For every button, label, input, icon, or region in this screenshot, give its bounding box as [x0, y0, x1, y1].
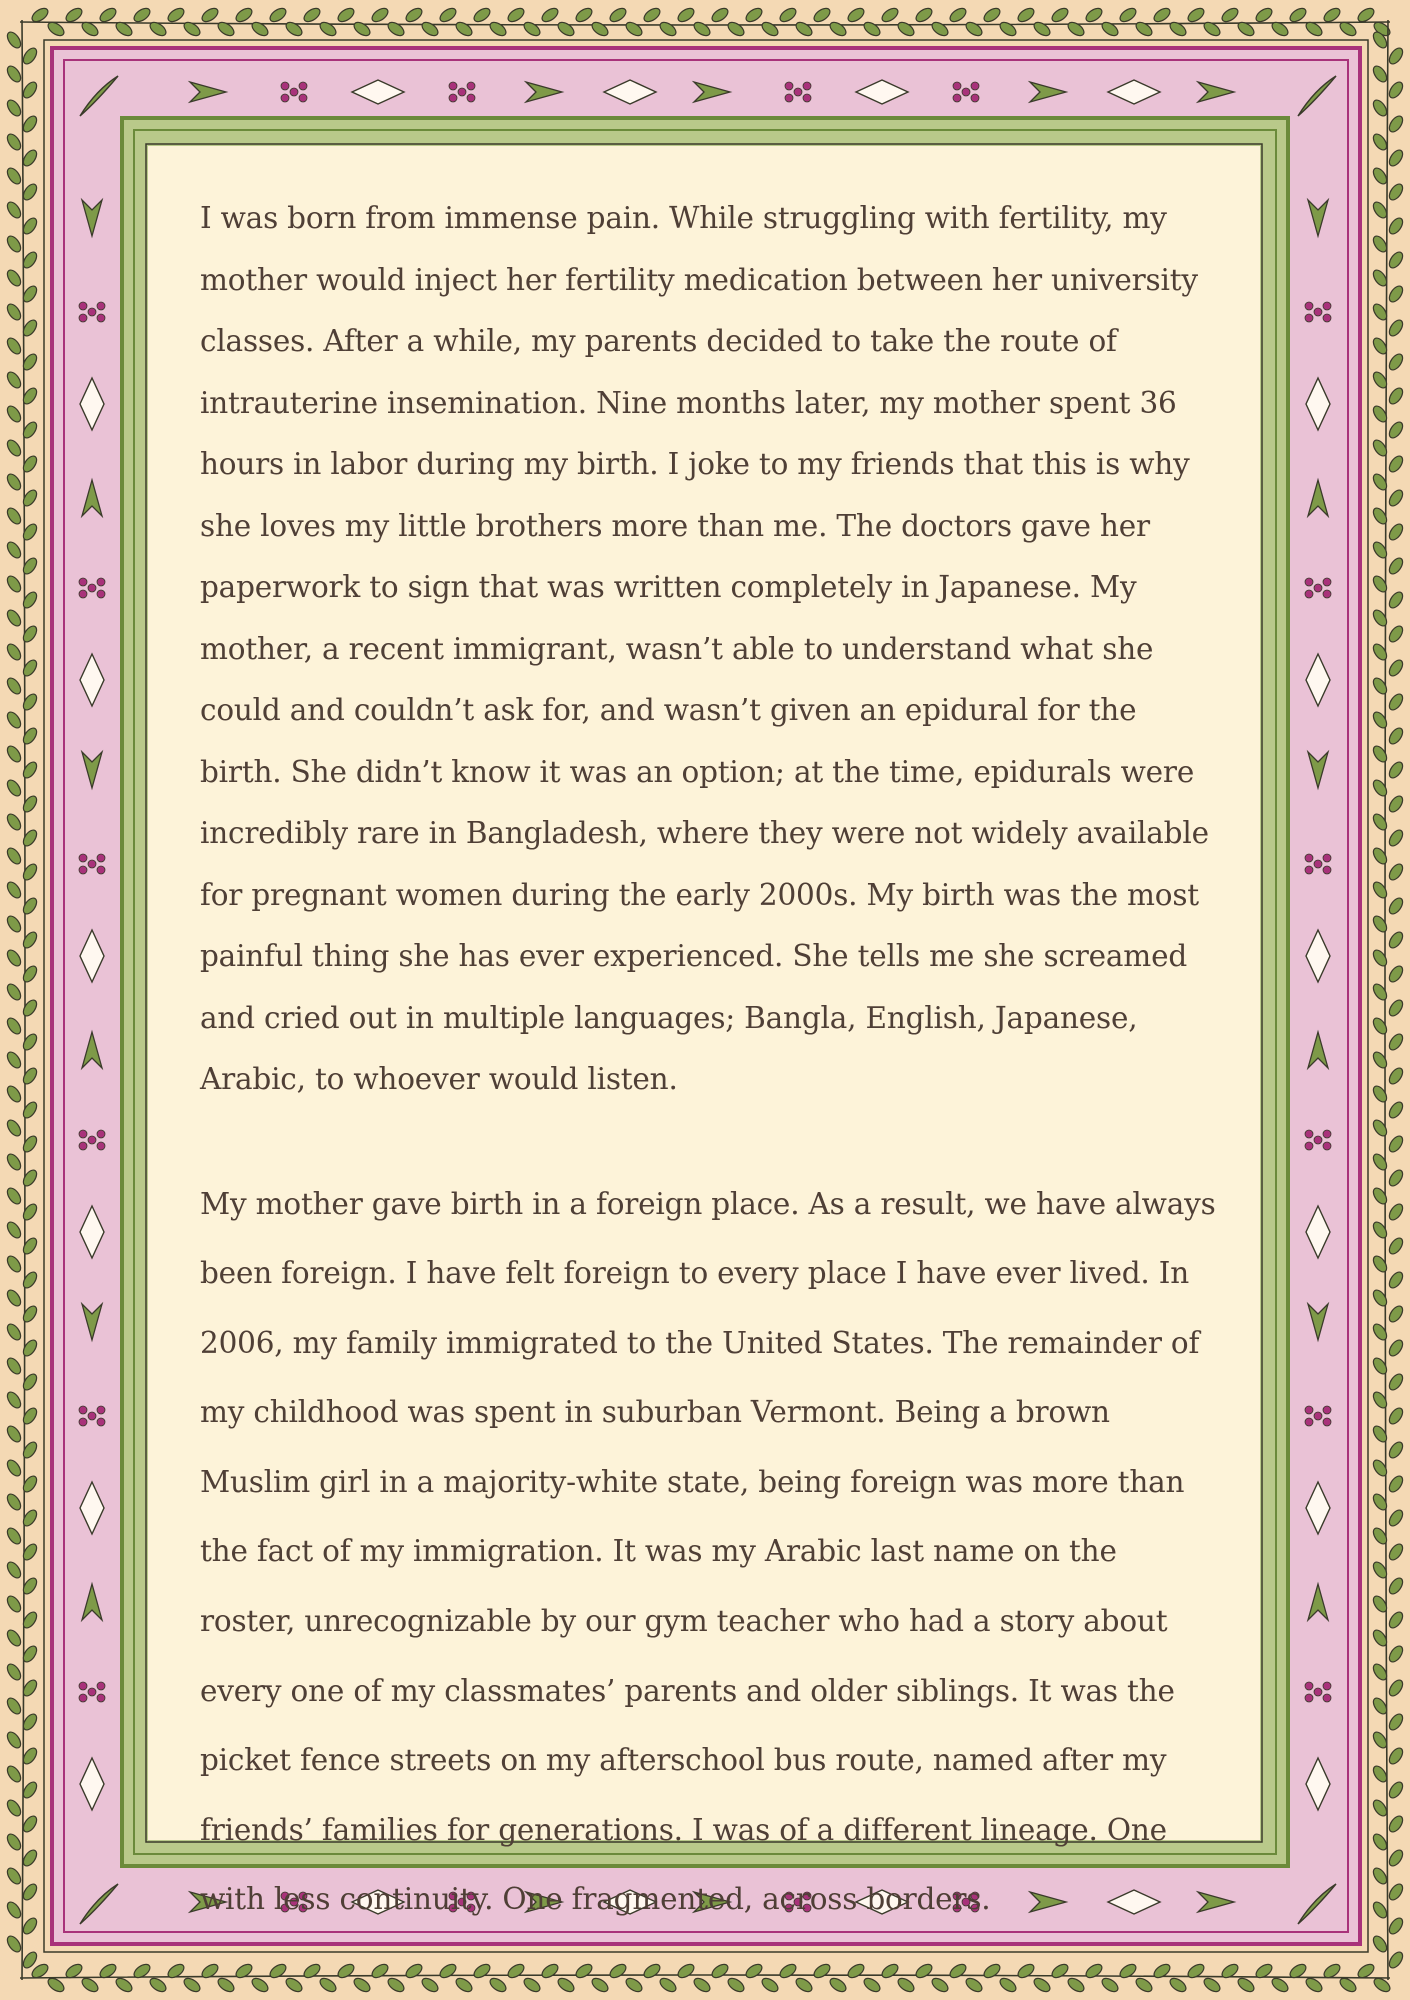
paragraph-2: My mother gave birth in a foreign place. As a result, we have always been foreign. I have felt foreign to every place I have ever lived. In 2006, my family immigrated to the United States. The remainder of my childhood was spent in suburban Vermont. Being a brown Muslim girl in a majority-white state, being foreign was more than the fact of my immigration. It was my Arabic last name on the roster, unrecognizable by our gym teacher who had a story about every one of my classmates’ parents and older siblings. It was the picket fence streets on my afterschool bus route, named after my friends’ families for generations. I was of a different lineage. One with less continuity. One fragmented, across borders. [200, 1186, 1216, 1917]
paragraph-1: I was born from immense pain. While struggling with fertility, my mother would inject her fertility medication between her university classes. After a while, my parents decided to take the route of intrauterine insemination. Nine months later, my mother spent 36 hours in labor during my birth. I joke to my friends that this is why she loves my little brothers more than me. The doctors gave her paperwork to sign that was written completely in Japanese. My mother, a recent immigrant, wasn’t able to understand what she could and couldn’t ask for, and wasn’t given an epidural for the birth. She didn’t know it was an option; at the time, epidurals were incredibly rare in Bangladesh, where they were not widely available for pregnant women during the early 2000s. My birth was the most painful thing she has ever experienced. She tells me she screamed and cried out in multiple languages; Bangla, English, Japanese, Arabic, to whoever would listen. [200, 201, 1209, 1096]
essay-text [200, 188, 1220, 1935]
